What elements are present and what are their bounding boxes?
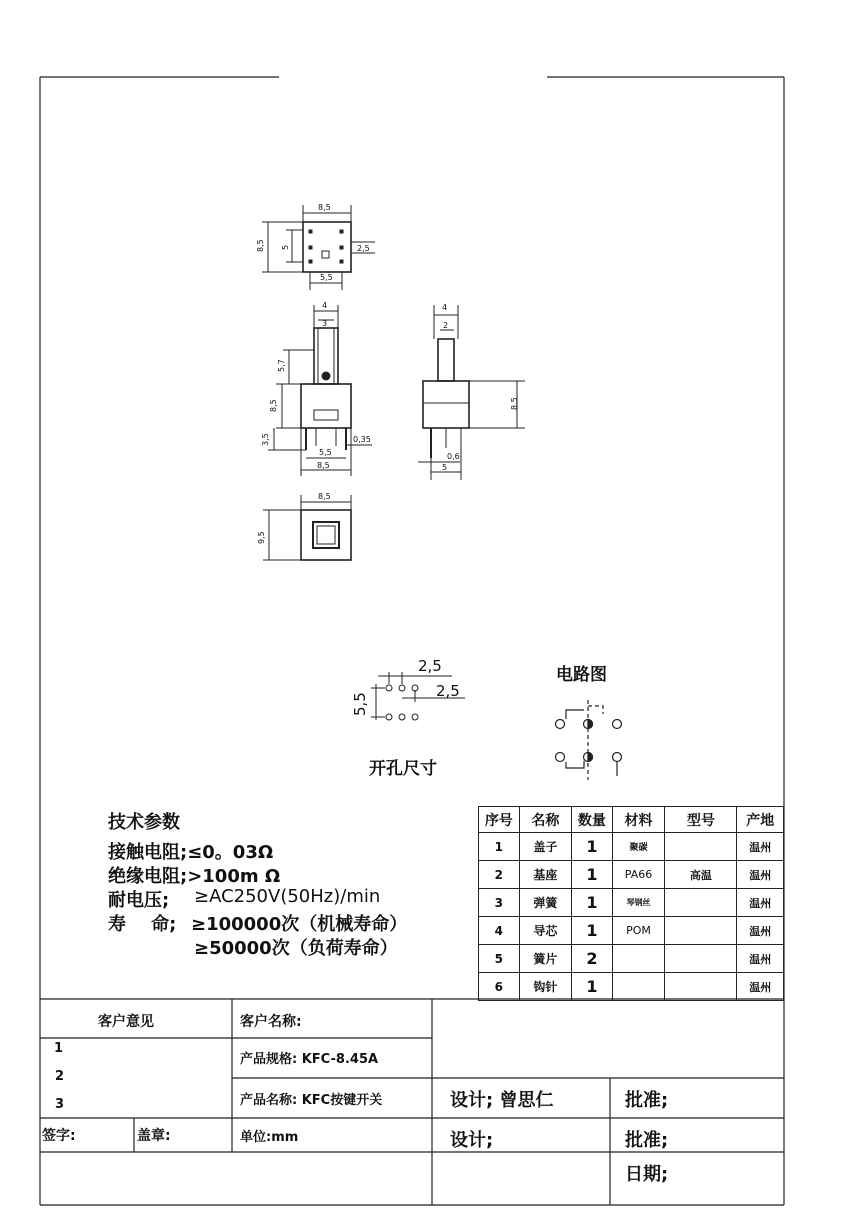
hole-h2-label: 2,5 xyxy=(436,682,460,700)
withstand-voltage-value: ≥AC250V(50Hz)/min xyxy=(194,886,381,907)
bom-cell: 1 xyxy=(479,833,520,861)
bom-cell: 钩针 xyxy=(519,973,571,1001)
front-pin-thk-label: 0,35 xyxy=(353,435,371,444)
hole-v-label: 5,5 xyxy=(351,692,369,716)
customer-name-label: 客户名称: xyxy=(240,1014,302,1030)
opinion-line-1: 1 xyxy=(54,1041,64,1056)
bom-header-cell: 名称 xyxy=(519,807,571,833)
bom-cell: 温州 xyxy=(737,945,784,973)
bom-cell: 1 xyxy=(572,973,613,1001)
bom-cell: 温州 xyxy=(737,889,784,917)
circuit-title: 电路图 xyxy=(556,665,607,685)
bom-cell: 1 xyxy=(572,889,613,917)
approve-1: 批准; xyxy=(625,1090,669,1111)
life-mechanical: ≥100000次（机械寿命） xyxy=(191,914,408,935)
top-pitch-label: 5,5 xyxy=(320,273,333,282)
bom-cell: 1 xyxy=(572,917,613,945)
contact-resistance: 接触电阻;≤0。03Ω xyxy=(108,842,274,863)
bottom-height-label: 9,5 xyxy=(257,531,266,544)
bom-cell: 聚碳 xyxy=(612,833,665,861)
hole-h1-label: 2,5 xyxy=(418,657,442,675)
design-2: 设计; xyxy=(450,1130,494,1151)
front-base-width-label: 8,5 xyxy=(317,461,330,470)
product-spec: 产品规格: KFC-8.45A xyxy=(240,1052,379,1067)
side-pitch-label: 5 xyxy=(442,463,448,472)
bom-header-cell: 型号 xyxy=(665,807,737,833)
withstand-voltage-label: 耐电压; xyxy=(108,890,170,911)
bom-header-cell: 产地 xyxy=(737,807,784,833)
bom-cell: 温州 xyxy=(737,861,784,889)
front-cap-width-label: 4 xyxy=(322,301,328,310)
design-1: 设计; 曾思仁 xyxy=(450,1090,554,1111)
side-body-label: 8,5 xyxy=(510,397,519,410)
opinion-line-3: 3 xyxy=(55,1097,65,1112)
side-inner-label: 2 xyxy=(443,321,449,330)
bom-header-cell: 材料 xyxy=(612,807,665,833)
bom-cell: 盖子 xyxy=(519,833,571,861)
bom-cell: 温州 xyxy=(737,917,784,945)
hole-pattern-title: 开孔尺寸 xyxy=(369,759,437,779)
side-pin-label: 0,6 xyxy=(447,452,460,461)
bom-cell: 3 xyxy=(479,889,520,917)
seal-label: 盖章: xyxy=(137,1128,171,1144)
product-name: 产品名称: KFC按键开关 xyxy=(240,1093,383,1108)
bom-cell: 2 xyxy=(479,861,520,889)
life-load: ≥50000次（负荷寿命） xyxy=(194,938,398,959)
bom-cell: 琴钢丝 xyxy=(612,889,665,917)
bom-cell: 簧片 xyxy=(519,945,571,973)
sign-label: 签字: xyxy=(42,1128,76,1144)
top-height-label: 8,5 xyxy=(256,239,265,252)
unit-label: 单位:mm xyxy=(240,1130,299,1145)
front-pin-len-label: 3,5 xyxy=(261,433,270,446)
top-pin-gap-label: 2,5 xyxy=(357,244,370,253)
bom-header-cell: 数量 xyxy=(572,807,613,833)
bom-cell: 5 xyxy=(479,945,520,973)
date-label: 日期; xyxy=(625,1164,669,1185)
bom-cell: 高温 xyxy=(665,861,737,889)
bom-cell: 温州 xyxy=(737,833,784,861)
bom-cell: 2 xyxy=(572,945,613,973)
front-body-label: 8,5 xyxy=(269,399,278,412)
bom-cell: 弹簧 xyxy=(519,889,571,917)
bottom-width-label: 8,5 xyxy=(318,492,331,501)
bom-cell: PA66 xyxy=(612,861,665,889)
front-stem-label: 5,7 xyxy=(277,359,286,372)
bom-cell: 导芯 xyxy=(519,917,571,945)
bom-cell: 1 xyxy=(572,861,613,889)
bom-header-cell: 序号 xyxy=(479,807,520,833)
front-cap-inner-label: 3 xyxy=(322,319,328,328)
params-title: 技术参数 xyxy=(108,812,180,833)
customer-opinion-label: 客户意见 xyxy=(98,1014,154,1030)
front-pin-pitch-label: 5,5 xyxy=(319,448,332,457)
bom-cell: POM xyxy=(612,917,665,945)
bom-cell: 4 xyxy=(479,917,520,945)
side-cap-label: 4 xyxy=(442,303,448,312)
life-label: 寿 命; xyxy=(108,914,177,935)
insulation-resistance: 绝缘电阻;>100m Ω xyxy=(108,866,281,887)
bom-cell: 基座 xyxy=(519,861,571,889)
bom-cell: 6 xyxy=(479,973,520,1001)
opinion-line-2: 2 xyxy=(55,1069,65,1084)
top-inner-label: 5 xyxy=(281,244,290,250)
approve-2: 批准; xyxy=(625,1130,669,1151)
top-width-label: 8,5 xyxy=(318,203,331,212)
bom-cell: 1 xyxy=(572,833,613,861)
bom-cell: 温州 xyxy=(737,973,784,1001)
